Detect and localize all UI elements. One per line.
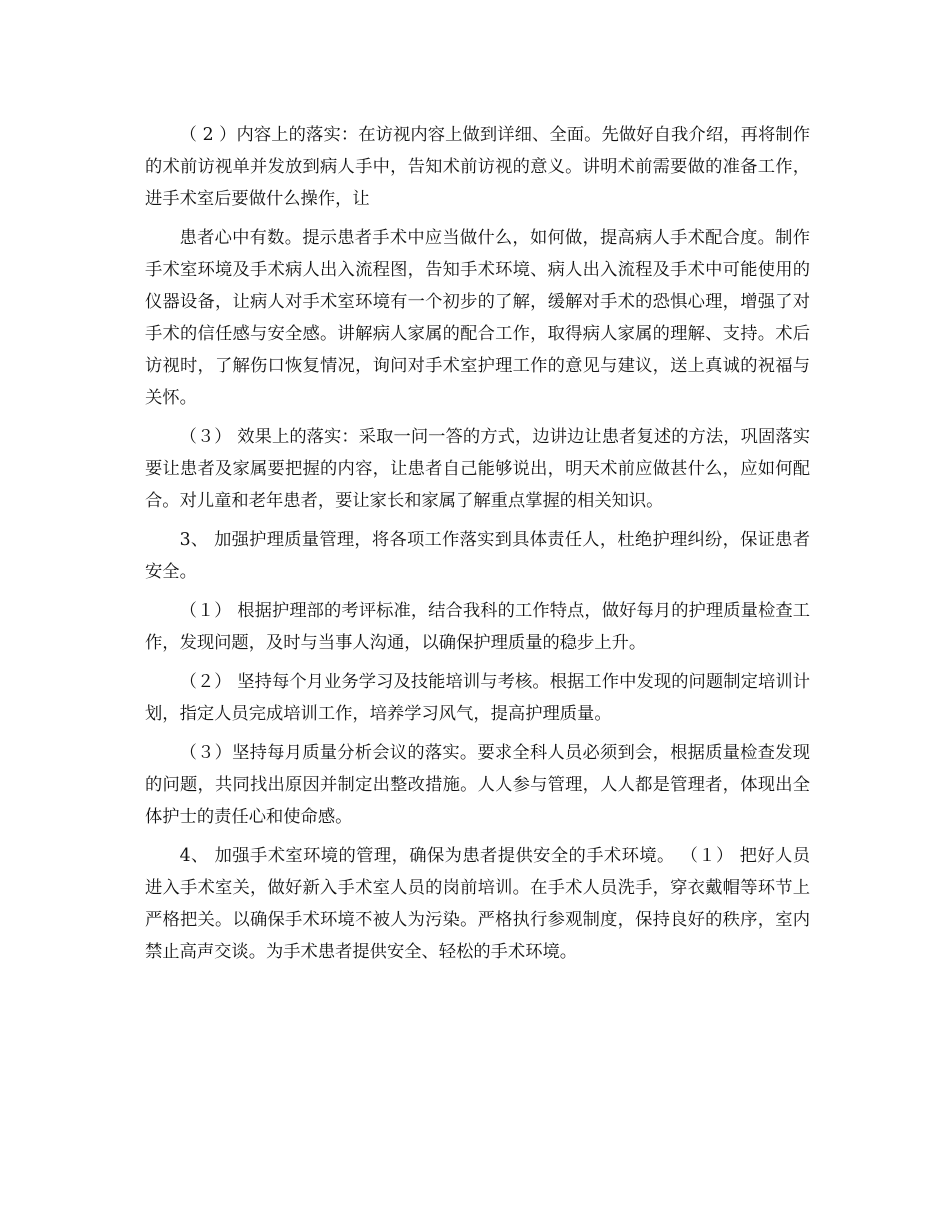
paragraph-patient-awareness: 患者心中有数。提示患者手术中应当做什么，如何做，提高病人手术配合度。制作手术室环境及手术病人出入流程图，告知手术环境、病人出入流程及手术中可能使用的仪器设备，让病人对手术室环境有一个初步的了解，缓解对手术的恐惧心理，增强了对手术的信任感与安全感。讲解病人家属的配合工作，取得病人家属的理解、支持。术后访视时，了解伤口恢复情况，询问对手术室护理工作的意见与建议，送上真诚的祝福与关怀。 <box>145 228 810 408</box>
paragraph-environment-management: 4、 加强手术室环境的管理，确保为患者提供安全的手术环境。 （１） 把好人员进入手术室关，做好新入手术室人员的岗前培训。在手术人员洗手，穿衣戴帽等环节上严格把关。以确保手术环境不被人为污染。严格执行参观制度，保持良好的秩序，室内禁止高声交谈。为手术患者提供安全、轻松的手术环境。 <box>145 846 810 962</box>
paragraph-content-visit: （ 2 ）内容上的落实：在访视内容上做到详细、全面。先做好自我介绍，再将制作的术前访视单并发放到病人手中，告知术前访视的意义。讲明术前需要做的准备工作，进手术室后要做什么操作，让 <box>145 125 810 209</box>
paragraph-quality-meeting: （３）坚持每月质量分析会议的落实。要求全科人员必须到会，根据质量检查发现的问题，共同找出原因并制定出整改措施。人人参与管理，人人都是管理者，体现出全体护士的责任心和使命感。 <box>145 743 810 827</box>
paragraph-effect-implementation: （３） 效果上的落实：采取一问一答的方式，边讲边让患者复述的方法，巩固落实要让患者及家属要把握的内容，让患者自己能够说出，明天术前应做甚什么，应如何配合。对儿童和老年患者，要让家长和家属了解重点掌握的相关知识。 <box>145 427 810 511</box>
paragraph-quality-inspection: （１） 根据护理部的考评标准，结合我科的工作特点，做好每月的护理质量检查工作，发现问题，及时与当事人沟通，以确保护理质量的稳步上升。 <box>145 601 810 653</box>
paragraph-training: （２） 坚持每个月业务学习及技能培训与考核。根据工作中发现的问题制定培训计划，指定人员完成培训工作，培养学习风气，提高护理质量。 <box>145 672 810 724</box>
document-body <box>145 119 810 968</box>
paragraph-quality-management: 3、 加强护理质量管理，将各项工作落实到具体责任人，杜绝护理纠纷，保证患者安全。 <box>145 530 810 582</box>
